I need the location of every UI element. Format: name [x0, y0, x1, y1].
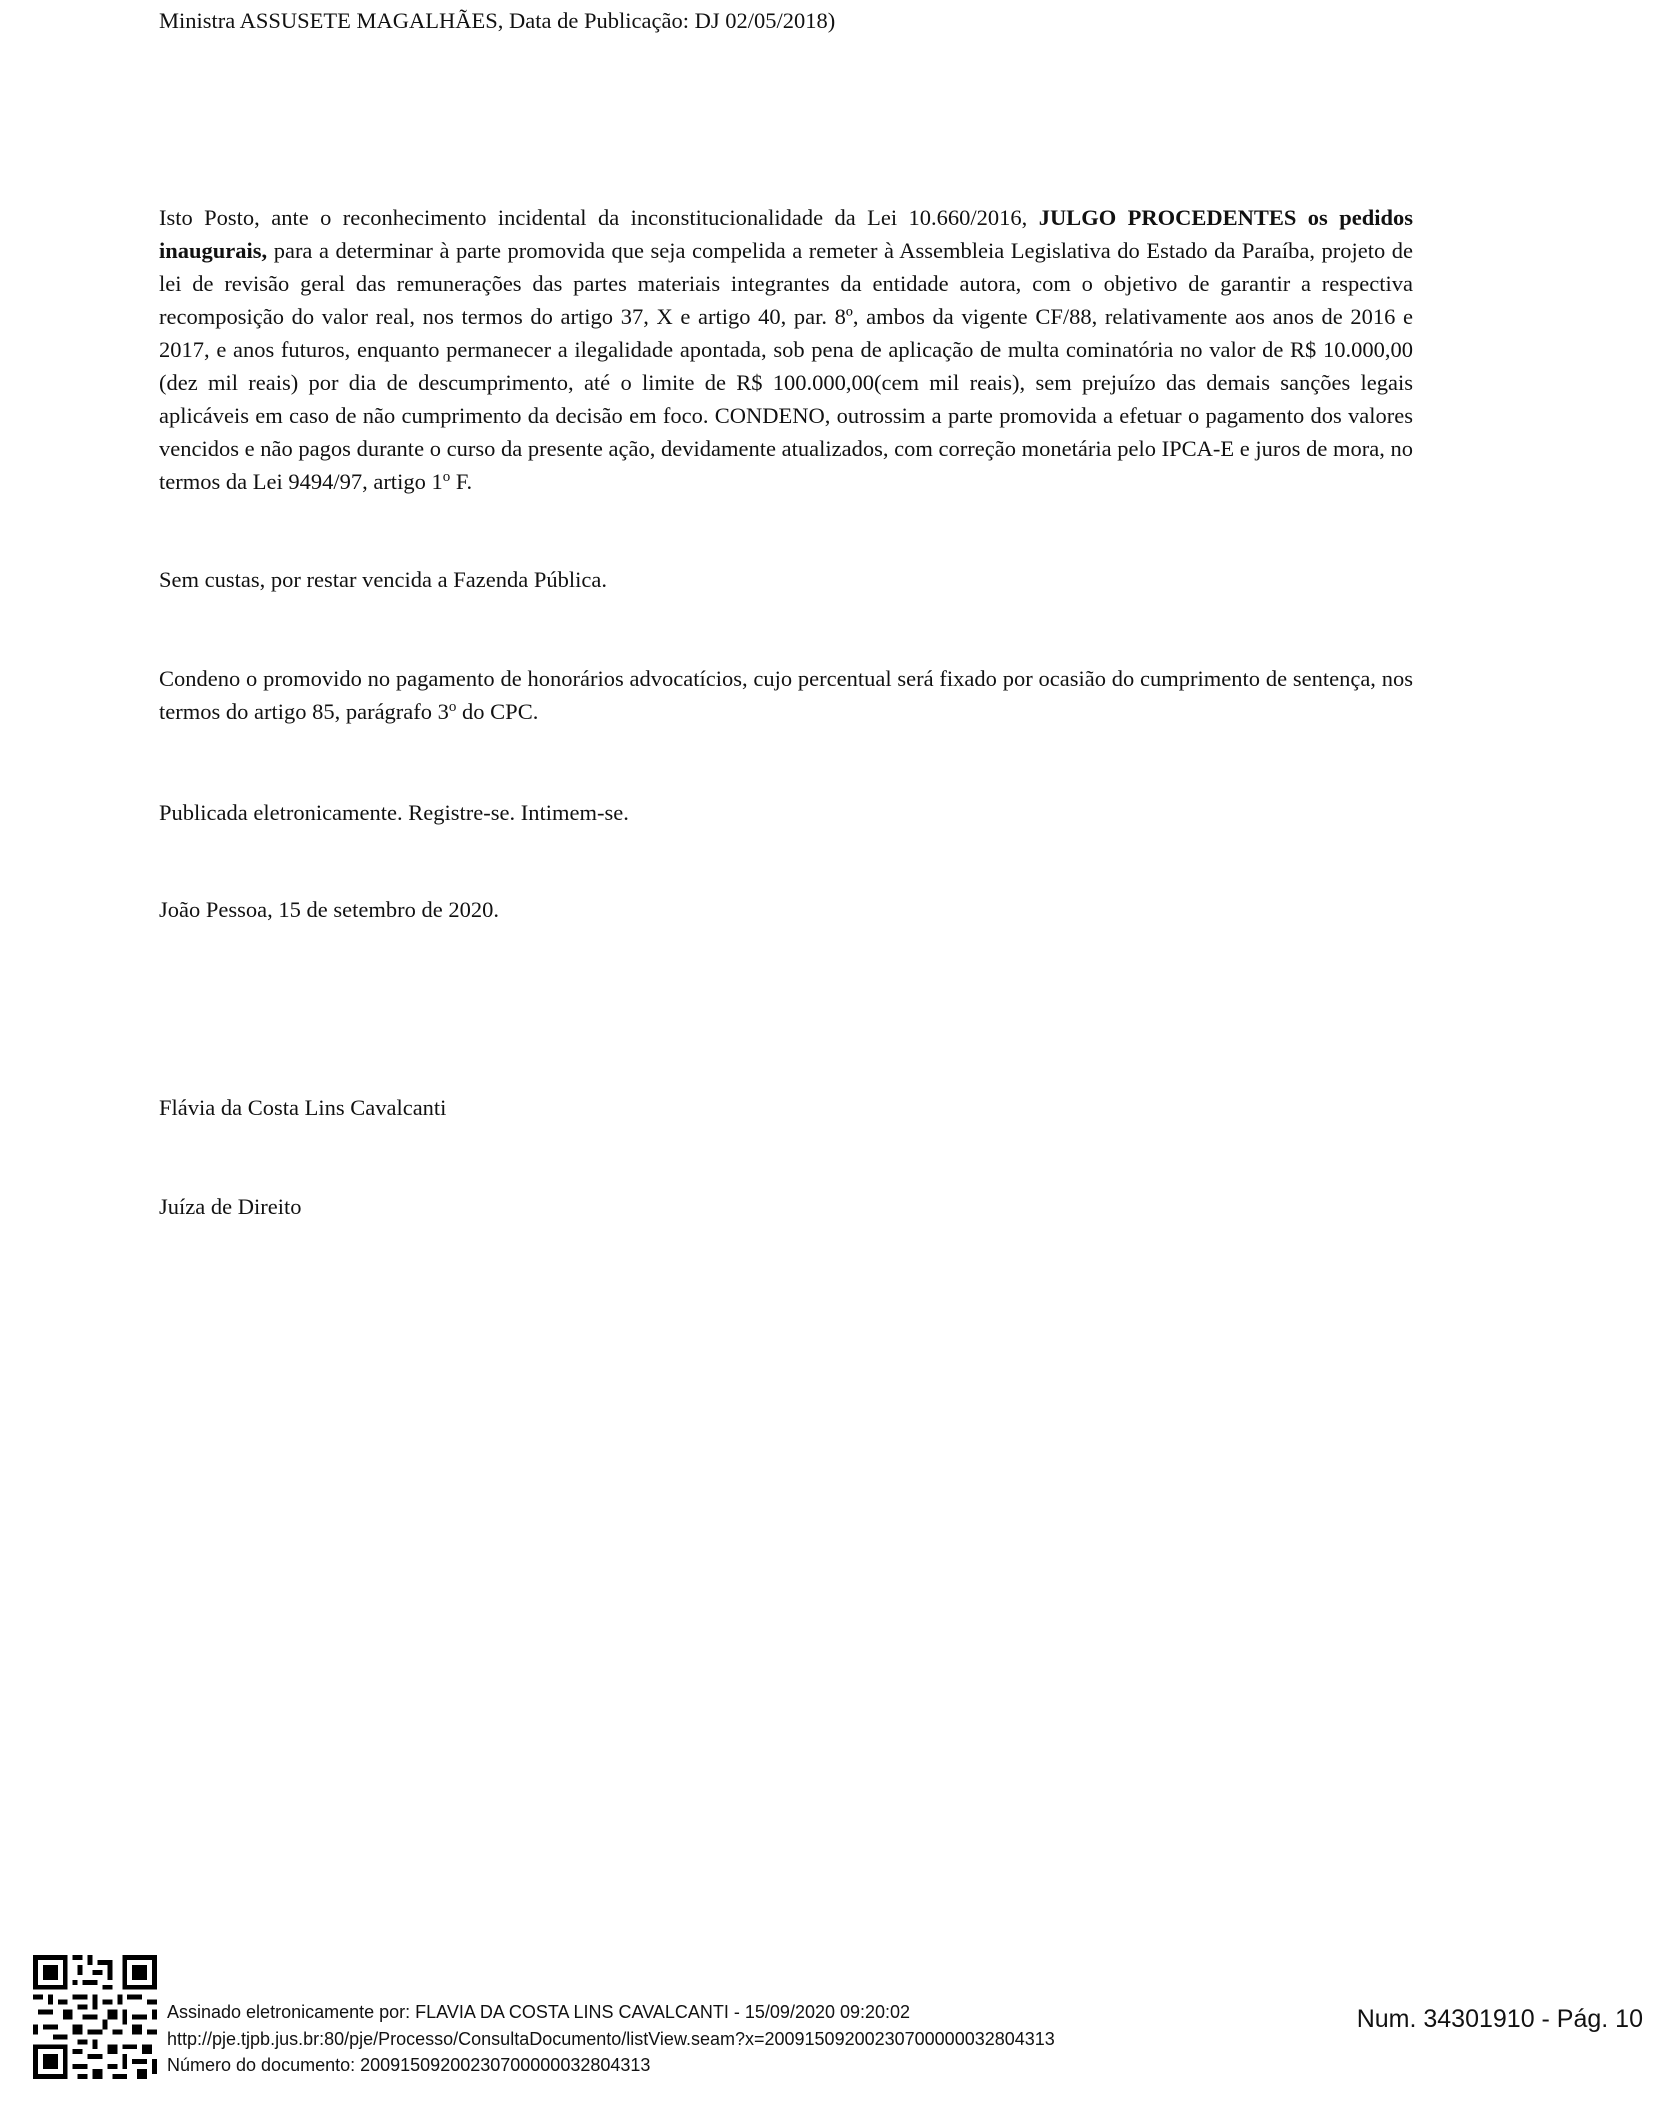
honorarios-paragraph	[159, 662, 1413, 728]
qr-code-icon[interactable]	[33, 1955, 157, 2079]
custas-paragraph: Sem custas, por restar vencida a Fazenda Pública.	[159, 567, 607, 592]
publication-paragraph: Publicada eletronicamente. Registre-se. Intimem-se.	[159, 800, 629, 825]
signer-role: Juíza de Direito	[159, 1194, 302, 1219]
decision-text-part1: Isto Posto, ante o reconhecimento incidental da inconstitucionalidade da Lei 10.660/2016,	[159, 205, 1039, 230]
signature-footer	[0, 1955, 1653, 2105]
decision-paragraph	[159, 201, 1413, 498]
document-url-link[interactable]: http://pje.tjpb.jus.br:80/pje/Processo/ConsultaDocumento/listView.seam?x=20091509200230700000032804313	[167, 2028, 1055, 2049]
honorarios-text-part2: do CPC.	[456, 699, 539, 724]
signature-info	[167, 1999, 1055, 2079]
page-number: Num. 34301910 - Pág. 10	[1356, 2005, 1643, 2033]
decision-text-part2: para a determinar à parte promovida que seja compelida a remeter à Assembleia Legislativa do Estado da Paraíba, projeto de lei de revisão geral das remunerações das partes materiais integrantes da entidade autora, com o objetivo de garantir a respectiva recomposição do valor real, nos termos do artigo 37, X e artigo 40, par. 8º, ambos da vigente CF/88, relativamente aos anos de 2016 e 2017, e anos futuros, enquanto permanecer a ilegalidade apontada, sob pena de aplicação de multa cominatória no valor de R$ 10.000,00 (dez mil reais) por dia de descumprimento, até o limite de R$ 100.000,00(cem mil reais), sem prejuízo das demais sanções legais aplicáveis em caso de não cumprimento da decisão em foco. CONDENO, outrossim a parte promovida a efetuar o pagamento dos valores vencidos e não pagos durante o curso da presente ação, devidamente atualizados, com correção monetária pelo IPCA-E e juros de mora, no termos da Lei 9494/97, artigo 1	[159, 238, 1413, 494]
document-number-line: Número do documento: 20091509200230700000032804313	[167, 2055, 651, 2075]
honorarios-text-part1: Condeno o promovido no pagamento de honorários advocatícios, cujo percentual será fixado por ocasião do cumprimento de sentença, nos termos do artigo 85, parágrafo 3	[159, 666, 1413, 724]
signed-by-line: Assinado eletronicamente por: FLAVIA DA COSTA LINS CAVALCANTI - 15/09/2020 09:20:02	[167, 2002, 911, 2022]
citation-header: Ministra ASSUSETE MAGALHÃES, Data de Publicação: DJ 02/05/2018)	[159, 8, 836, 33]
decision-verdict-bold: JULGO PROCEDENTES os pedidos inaugurais,	[159, 205, 1413, 263]
signer-name: Flávia da Costa Lins Cavalcanti	[159, 1095, 447, 1120]
honorarios-superscript: o	[448, 699, 457, 715]
place-date: João Pessoa, 15 de setembro de 2020.	[159, 897, 499, 922]
decision-superscript: o	[442, 469, 451, 485]
decision-text-part3: F.	[450, 469, 473, 494]
